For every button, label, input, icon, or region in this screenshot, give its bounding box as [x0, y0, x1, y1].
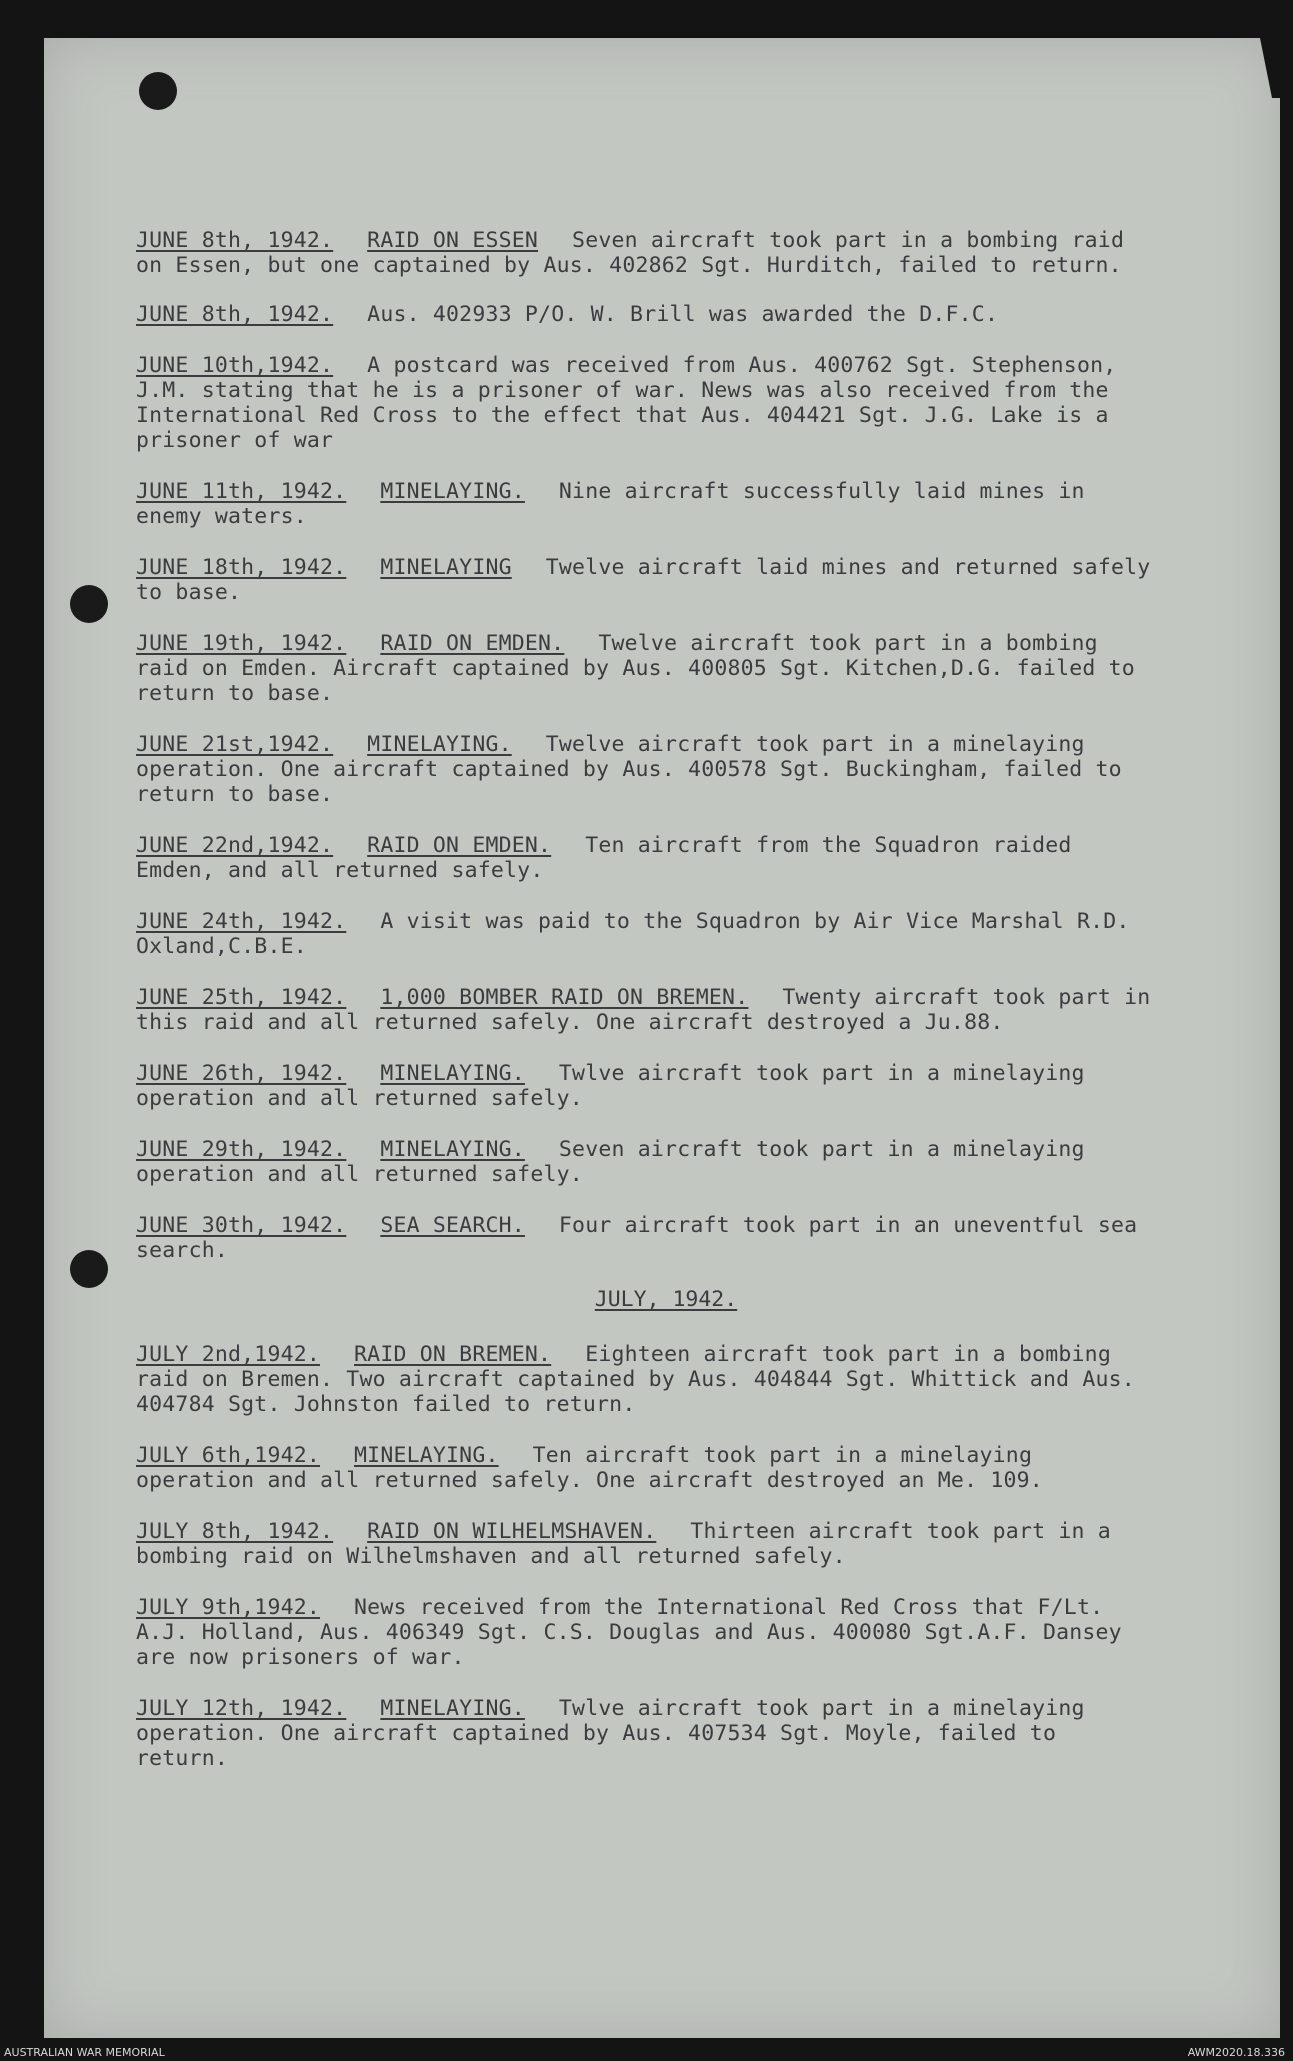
entry-heading: MINELAYING. [380, 1137, 525, 1162]
entry-heading: RAID ON EMDEN. [380, 631, 565, 656]
entry-date: JULY 12th, 1942. [136, 1696, 347, 1721]
diary-entry [136, 1595, 1156, 1670]
entry-text: Eighteen aircraft took part in a bombing raid on Bremen. Two aircraft captained by Aus. 404844 Sgt. Whittick and Aus. 404784 Sgt. Johnston failed to return. [136, 1342, 1149, 1417]
punch-hole-middle [70, 585, 108, 623]
diary-entry [136, 1137, 1156, 1187]
july-entries [136, 1342, 1156, 1771]
entry-date: JULY 9th,1942. [136, 1595, 321, 1620]
entry-heading: MINELAYING. [354, 1443, 499, 1468]
diary-entry [136, 1342, 1156, 1417]
entry-text: Seven aircraft took part in a minelaying operation and all returned safely. [136, 1137, 1098, 1187]
diary-entry [136, 631, 1156, 706]
entry-text: A postcard was received from Aus. 400762 Sgt. Stephenson, J.M. stating that he is a prisoner of war. News was also received from the International Red Cross to the effect that Aus. 404421 Sgt. J.G. Lake is a prisoner of war [136, 353, 1130, 453]
diary-entry [136, 479, 1156, 529]
entry-text: Twelve aircraft took part in a minelaying operation. One aircraft captained by Aus. 400578 Sgt. Buckingham, failed to return to base. [136, 732, 1135, 807]
entry-date: JUNE 21st,1942. [136, 732, 334, 757]
footer-reference: AWM2020.18.336 [1187, 2046, 1285, 2059]
diary-entry [136, 353, 1156, 453]
entry-date: JUNE 10th,1942. [136, 353, 334, 378]
entry-text: Twlve aircraft took part in a minelaying operation and all returned safely. [136, 1061, 1098, 1111]
diary-entry [136, 732, 1156, 807]
entry-date: JUNE 19th, 1942. [136, 631, 347, 656]
entry-heading: RAID ON ESSEN [367, 228, 539, 253]
entry-date: JUNE 22nd,1942. [136, 833, 334, 858]
punch-hole-bottom [70, 1250, 108, 1288]
entry-heading: MINELAYING. [380, 479, 525, 504]
entry-date: JULY 8th, 1942. [136, 1519, 334, 1544]
entry-text: Aus. 402933 P/O. W. Brill was awarded the D.F.C. [367, 302, 999, 327]
entry-date: JUNE 26th, 1942. [136, 1061, 347, 1086]
diary-entry [136, 985, 1164, 1035]
footer-credit: AUSTRALIAN WAR MEMORIAL [4, 2046, 165, 2059]
entry-heading: RAID ON BREMEN. [354, 1342, 552, 1367]
entry-heading: RAID ON EMDEN. [367, 833, 552, 858]
entry-text: A visit was paid to the Squadron by Air Vice Marshal R.D. Oxland,C.B.E. [136, 909, 1143, 959]
entry-date: JUNE 29th, 1942. [136, 1137, 347, 1162]
entry-text: News received from the International Red Cross that F/Lt. A.J. Holland, Aus. 406349 Sgt. C.S. Douglas and Aus. 400080 Sgt.A.F. Dansey are now prisoners of war. [136, 1595, 1135, 1670]
entry-text: Twelve aircraft laid mines and returned safely to base. [136, 555, 1164, 605]
entry-heading: SEA SEARCH. [380, 1213, 525, 1238]
diary-entry [136, 1061, 1156, 1111]
entry-text: Thirteen aircraft took part in a bombing raid on Wilhelmshaven and all returned safely. [136, 1519, 1125, 1569]
entry-text: Twlve aircraft took part in a minelaying operation. One aircraft captained by Aus. 407534 Sgt. Moyle, failed to return. [136, 1696, 1098, 1771]
entry-heading: MINELAYING [380, 555, 512, 580]
entry-heading: RAID ON WILHELMSHAVEN. [367, 1519, 657, 1544]
entry-date: JUNE 25th, 1942. [136, 985, 347, 1010]
entry-text: Nine aircraft successfully laid mines in enemy waters. [136, 479, 1098, 529]
diary-entry [136, 1519, 1156, 1569]
diary-entry [136, 1443, 1156, 1493]
entry-text: Twenty aircraft took part in this raid and all returned safely. One aircraft destroyed a Ju.88. [136, 985, 1164, 1035]
entries-list [136, 228, 1164, 1771]
entry-heading: MINELAYING. [380, 1061, 525, 1086]
entry-heading: MINELAYING. [367, 732, 512, 757]
entry-date: JUNE 24th, 1942. [136, 909, 347, 934]
diary-entry [136, 1696, 1156, 1771]
entry-date: JULY 2nd,1942. [136, 1342, 321, 1367]
entry-date: JUNE 8th, 1942. [136, 228, 334, 253]
entry-text: Ten aircraft from the Squadron raided Emden, and all returned safely. [136, 833, 1085, 883]
entry-date: JUNE 18th, 1942. [136, 555, 347, 580]
diary-entry [136, 1213, 1156, 1263]
entry-date: JUNE 11th, 1942. [136, 479, 347, 504]
entry-text: Twelve aircraft took part in a bombing raid on Emden. Aircraft captained by Aus. 400805 Sgt. Kitchen,D.G. failed to return to base. [136, 631, 1149, 706]
diary-entry [136, 228, 1156, 278]
footer [0, 2044, 1293, 2061]
diary-entry [136, 302, 1156, 327]
entry-date: JULY 6th,1942. [136, 1443, 321, 1468]
punch-hole-top [139, 72, 177, 110]
entry-heading: 1,000 BOMBER RAID ON BREMEN. [380, 985, 749, 1010]
entry-text: Ten aircraft took part in a minelaying operation and all returned safely. One aircraft destroyed an Me. 109. [136, 1443, 1046, 1493]
diary-entry [136, 555, 1164, 605]
entry-heading: MINELAYING. [380, 1696, 525, 1721]
entry-date: JUNE 30th, 1942. [136, 1213, 347, 1238]
diary-entry [136, 833, 1156, 883]
june-entries [136, 228, 1164, 1263]
entry-text: Seven aircraft took part in a bombing raid on Essen, but one captained by Aus. 402862 Sgt. Hurditch, failed to return. [136, 228, 1138, 278]
diary-entry [136, 909, 1156, 959]
entry-date: JUNE 8th, 1942. [136, 302, 334, 327]
torn-corner [1260, 38, 1280, 98]
month-header: JULY, 1942. [594, 1287, 738, 1312]
entry-text: Four aircraft took part in an uneventful sea search. [136, 1213, 1151, 1263]
